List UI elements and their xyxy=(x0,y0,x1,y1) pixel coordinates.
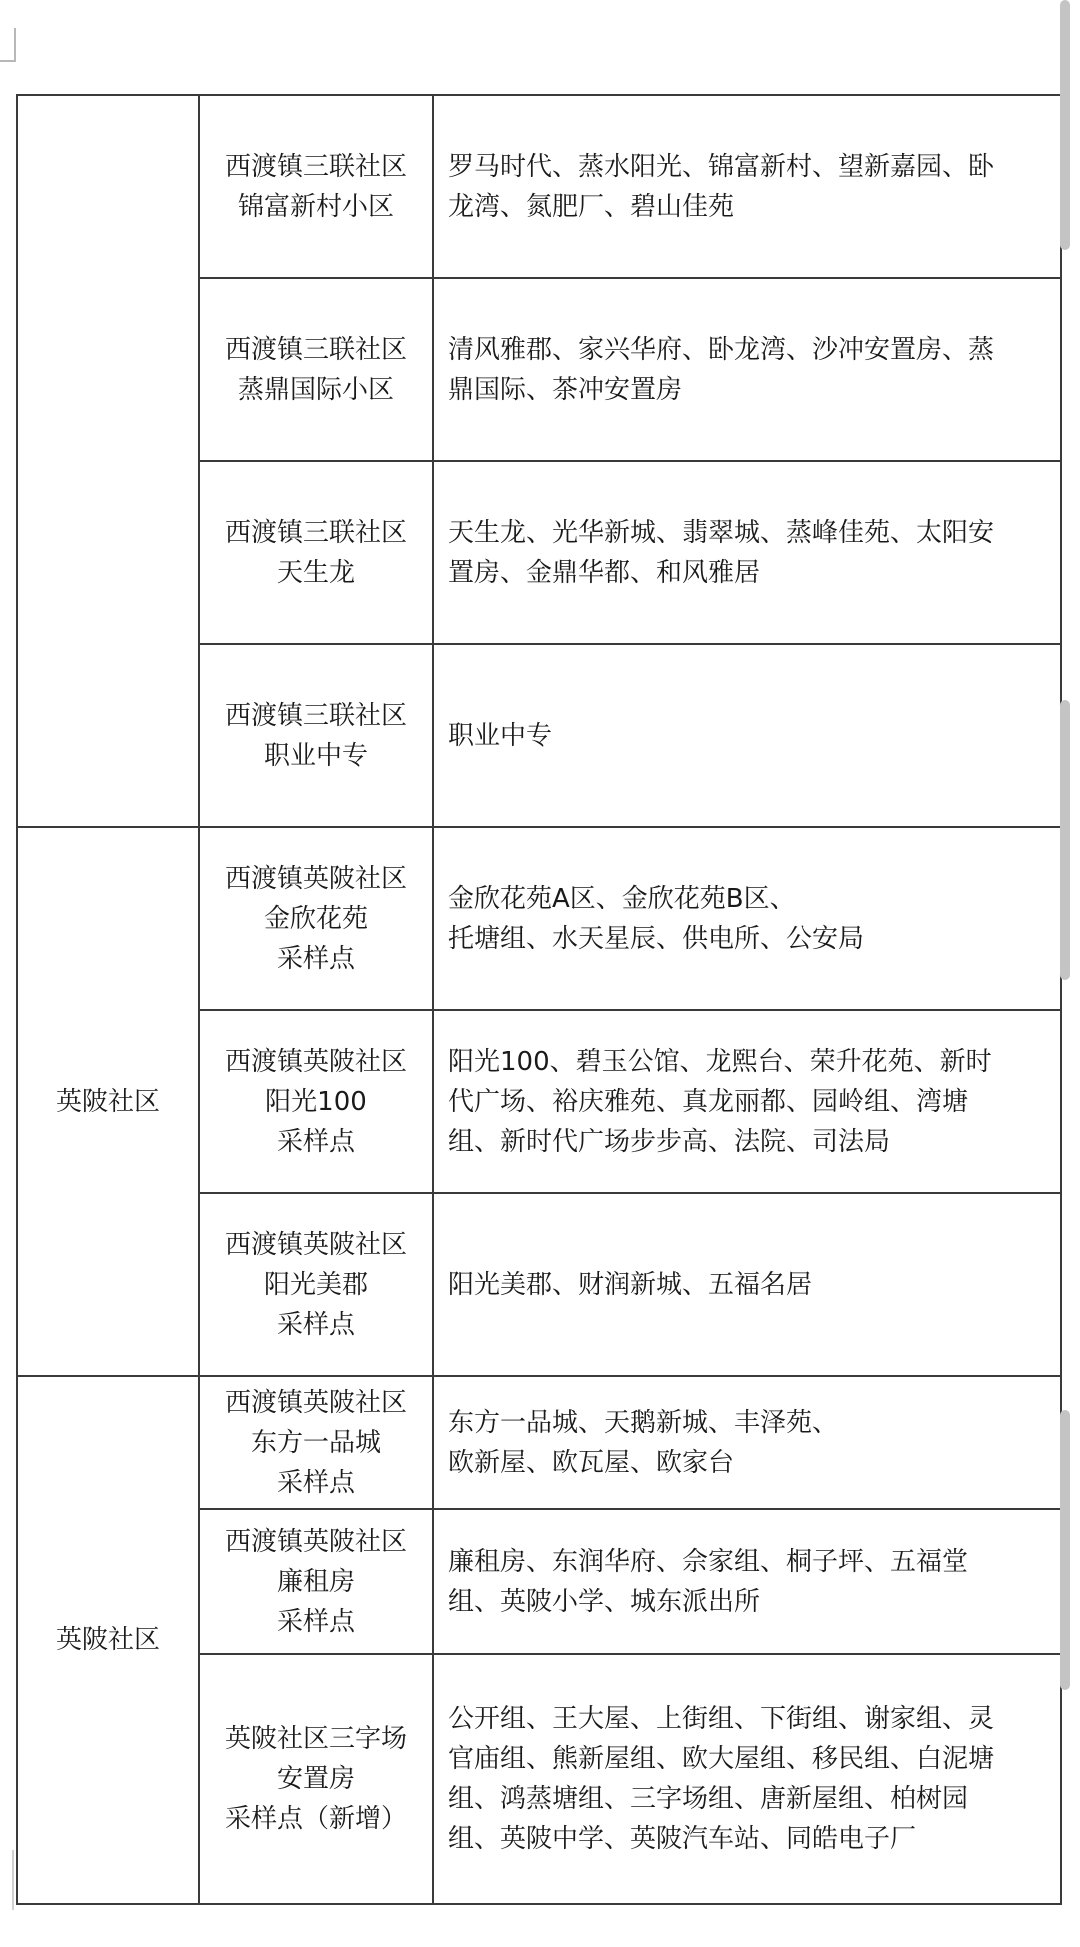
sampling-point-line: 西渡镇英陂社区 xyxy=(224,1229,407,1260)
sampling-point-line: 采样点 xyxy=(276,1467,355,1498)
community-cell xyxy=(17,95,199,827)
sampling-point-line: 采样点 xyxy=(276,1126,355,1157)
covered-areas-line: 代广场、裕庆雅苑、真龙丽都、园岭组、湾塘 xyxy=(448,1086,969,1117)
covered-areas-cell xyxy=(433,278,1061,461)
covered-areas-line: 清风雅郡、家兴华府、卧龙湾、沙冲安置房、蒸 xyxy=(448,334,995,365)
sampling-point-line: 东方一品城 xyxy=(250,1427,381,1458)
sampling-point-line: 采样点 xyxy=(276,1606,355,1637)
sampling-point-line: 西渡镇三联社区 xyxy=(224,700,407,731)
sampling-point-line: 天生龙 xyxy=(276,557,355,588)
table-row xyxy=(17,95,1061,278)
covered-areas-line: 托塘组、水天星辰、供电所、公安局 xyxy=(448,923,865,954)
covered-areas-cell xyxy=(433,1193,1061,1376)
sampling-point-cell xyxy=(199,827,433,1010)
covered-areas-line: 组、鸿蒸塘组、三字场组、唐新屋组、柏树园 xyxy=(448,1784,969,1814)
sampling-point-line: 西渡镇三联社区 xyxy=(224,334,407,365)
page-edge-mark xyxy=(0,1850,14,1910)
covered-areas-cell xyxy=(433,1376,1061,1509)
sampling-point-line: 阳光100 xyxy=(265,1086,367,1117)
sampling-point-line: 采样点（新增） xyxy=(224,1804,407,1834)
sampling-point-cell xyxy=(199,1376,433,1509)
covered-areas-line: 天生龙、光华新城、翡翠城、蒸峰佳苑、太阳安 xyxy=(448,517,995,548)
covered-areas-line: 组、英陂小学、城东派出所 xyxy=(448,1586,761,1617)
covered-areas-cell xyxy=(433,1654,1061,1904)
table-row xyxy=(17,827,1061,1010)
covered-areas-line: 组、英陂中学、英陂汽车站、同皓电子厂 xyxy=(448,1824,917,1854)
sampling-point-cell xyxy=(199,644,433,827)
sampling-point-line: 廉租房 xyxy=(276,1566,355,1597)
sampling-point-line: 阳光美郡 xyxy=(263,1269,368,1300)
sampling-point-cell xyxy=(199,1010,433,1193)
covered-areas-line: 龙湾、氮肥厂、碧山佳苑 xyxy=(448,191,735,222)
sampling-point-line: 安置房 xyxy=(276,1764,355,1794)
sampling-point-cell xyxy=(199,1654,433,1904)
community-cell: 英陂社区 xyxy=(17,1376,199,1904)
covered-areas-line: 欧新屋、欧瓦屋、欧家台 xyxy=(448,1447,735,1478)
scrollbar-thumb[interactable] xyxy=(1060,0,1070,250)
covered-areas-cell xyxy=(433,644,1061,827)
sampling-point-line: 西渡镇三联社区 xyxy=(224,151,407,182)
sampling-point-line: 采样点 xyxy=(276,943,355,974)
sampling-point-line: 英陂社区三字场 xyxy=(224,1724,407,1754)
covered-areas-cell xyxy=(433,1010,1061,1193)
sampling-point-line: 西渡镇英陂社区 xyxy=(224,1046,407,1077)
sampling-point-line: 职业中专 xyxy=(263,740,368,771)
covered-areas-line: 阳光100、碧玉公馆、龙熙台、荣升花苑、新时 xyxy=(448,1046,992,1077)
sampling-point-line: 蒸鼎国际小区 xyxy=(237,374,394,405)
sampling-point-line: 金欣花苑 xyxy=(263,903,368,934)
community-cell: 英陂社区 xyxy=(17,827,199,1376)
covered-areas-line: 鼎国际、茶冲安置房 xyxy=(448,374,683,405)
covered-areas-line: 东方一品城、天鹅新城、丰泽苑、 xyxy=(448,1407,839,1438)
covered-areas-line: 阳光美郡、财润新城、五福名居 xyxy=(448,1269,813,1300)
table-body xyxy=(17,95,1061,1904)
sampling-point-line: 西渡镇三联社区 xyxy=(224,517,407,548)
covered-areas-line: 廉租房、东润华府、佘家组、桐子坪、五福堂 xyxy=(448,1546,969,1577)
covered-areas-line: 公开组、王大屋、上街组、下街组、谢家组、灵 xyxy=(448,1704,995,1734)
covered-areas-cell xyxy=(433,1509,1061,1654)
sampling-point-line: 西渡镇英陂社区 xyxy=(224,863,407,894)
sampling-point-cell xyxy=(199,1509,433,1654)
covered-areas-cell xyxy=(433,827,1061,1010)
covered-areas-line: 罗马时代、蒸水阳光、锦富新村、望新嘉园、卧 xyxy=(448,151,995,182)
covered-areas-line: 金欣花苑A区、金欣花苑B区、 xyxy=(448,883,796,914)
covered-areas-cell xyxy=(433,95,1061,278)
sampling-point-line: 西渡镇英陂社区 xyxy=(224,1526,407,1557)
sampling-point-cell xyxy=(199,461,433,644)
covered-areas-cell xyxy=(433,461,1061,644)
page-corner-mark xyxy=(0,28,16,62)
table-row xyxy=(17,1376,1061,1509)
covered-areas-line: 组、新时代广场步步高、法院、司法局 xyxy=(448,1126,891,1157)
sampling-point-line: 西渡镇英陂社区 xyxy=(224,1387,407,1418)
covered-areas-line: 官庙组、熊新屋组、欧大屋组、移民组、白泥塘 xyxy=(448,1744,995,1774)
sampling-point-cell xyxy=(199,278,433,461)
sampling-point-cell xyxy=(199,1193,433,1376)
scrollbar-thumb[interactable] xyxy=(1060,1410,1070,1690)
sampling-points-table xyxy=(16,94,1062,1905)
scrollbar-thumb[interactable] xyxy=(1060,700,1070,980)
covered-areas-line: 置房、金鼎华都、和风雅居 xyxy=(448,557,761,588)
sampling-point-line: 锦富新村小区 xyxy=(237,191,394,222)
sampling-point-cell xyxy=(199,95,433,278)
covered-areas-line: 职业中专 xyxy=(448,720,553,751)
sampling-point-line: 采样点 xyxy=(276,1309,355,1340)
